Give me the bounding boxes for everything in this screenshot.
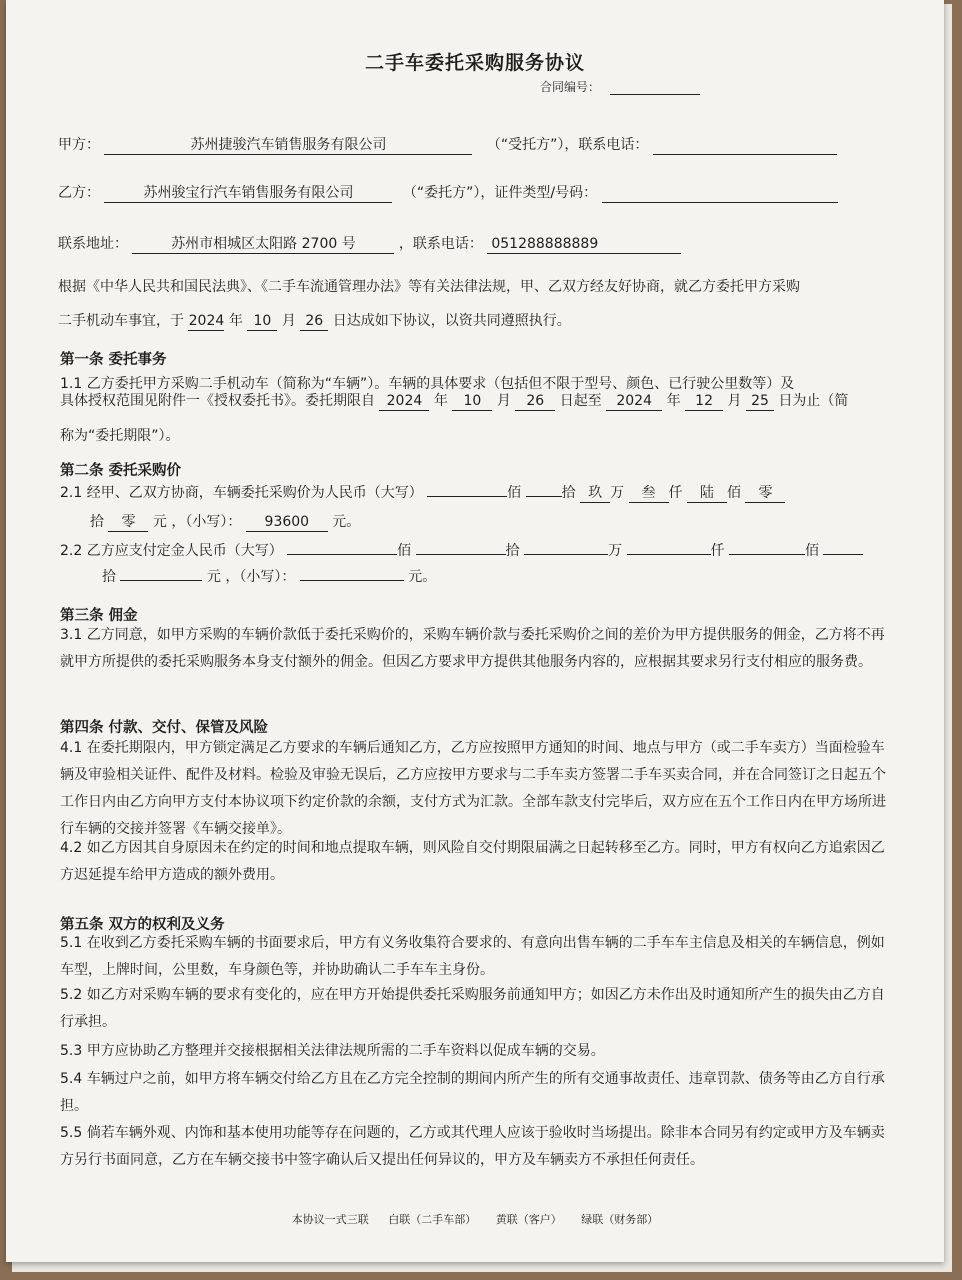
footer-white: 白联（二手车部） [388,1213,477,1226]
deposit-bai: 佰 [397,543,412,559]
address-value: 苏州市相城区太阳路 2700 号 [132,235,394,254]
party-a-line [58,134,837,155]
address-phone: 051288888889 [487,235,681,254]
article-5-1: 5.1 在收到乙方委托采购车辆的书面要求后，甲方有义务收集符合要求的、有意向出售车辆的二手车车主信息及相关的车辆信息，例如车型，上牌时间，公里数，车身颜色等，并协助确认二手车车主身份。 [60,935,885,978]
deposit-qian: 仟 [710,543,725,559]
term-end-yue: 月 [727,393,742,409]
deposit-wan-blank [524,554,608,555]
address-label: 联系地址： [58,236,128,252]
price-shi2-value: 零 [108,513,148,532]
article-5-5: 5.5 倘若车辆外观、内饰和基本使用功能等存在问题的，乙方或其代理人应该于验收时当场提出。除非本合同另有约定或甲方及车辆卖方另行书面同意，乙方在车辆交接书中签字确认后又提出任何异议的，甲方及车辆卖方不承担任何责任。 [60,1125,885,1168]
footer [6,1211,944,1227]
deposit-end: 元。 [408,569,437,585]
intro-nian: 年 [228,313,243,329]
footer-green: 绿联（财务部） [581,1213,659,1226]
term-text-b: 日起至 [559,393,602,409]
price-bai-value: 零 [745,484,785,503]
contract-number [540,78,700,95]
price-shi-blank [526,496,562,497]
article-5-heading: 第五条 双方的权利及义务 [60,917,225,933]
intro-year: 2024 [188,313,225,329]
footer-yellow: 黄联（客户） [495,1213,562,1226]
party-a-name: 苏州捷骏汽车销售服务有限公司 [104,136,472,155]
intro-line-1: 根据《中华人民共和国民法典》、《二手车流通管理办法》等有关法律法规，甲、乙双方经友好协商，就乙方委托甲方采购 [58,279,800,295]
party-b-line [58,182,838,203]
footer-copies: 本协议一式三联 [291,1213,369,1226]
article-2-heading: 第二条 委托采购价 [60,463,182,479]
article-1-1-line-2 [60,390,848,411]
deposit-shi2-blank [120,580,202,581]
term-start-month: 10 [452,392,492,411]
deposit-shi-2: 拾 [102,569,116,585]
party-b-role: （“委托方”），证件类型/号码： [402,185,598,201]
intro-month: 10 [247,312,277,331]
contract-number-blank [610,94,700,95]
party-a-role: （“受托方”），联系电话： [486,137,649,153]
term-text-a: 具体授权范围见附件一《授权委托书》。委托期限自 [60,393,375,409]
price-amount: 93600 [246,513,328,532]
deposit-qian-blank [627,554,711,555]
article-4-2: 4.2 如乙方因其自身原因未在约定的时间和地点提取车辆，则风险自交付期限届满之日起转移至乙方。同时，甲方有权向乙方追索因乙方迟延提车给甲方造成的额外费用。 [60,840,885,883]
article-1-heading: 第一条 委托事务 [60,352,167,368]
price-yuan: 元 [152,514,167,530]
article-1-1-line-3: 称为“委托期限”）。 [60,428,180,444]
article-4-1: 4.1 在委托期限内，甲方锁定满足乙方要求的车辆后通知乙方，乙方应按照甲方通知的时间、地点与甲方（或二手车卖方）当面检验车辆及审验相关证件、配件及材料。检验及审验无误后，乙方应按甲方要求与二手车卖方签署二手车买卖合同，并在合同签订之日起五个工作日内由乙方向甲方支付本协议项下约定价款的余额，支付方式为汇款。全部车款支付完毕后，双方应在五个工作日内在甲方场所进行车辆的交接并签署《车辆交接单》。 [60,740,886,837]
deposit-xiaoxie-label: ，（小写）： [225,569,296,585]
price-end: 元。 [332,514,361,530]
article-2-1-line-2 [90,511,360,532]
article-3-heading: 第三条 佣金 [60,608,138,624]
term-end-year: 2024 [606,392,662,411]
deposit-amount-blank [300,580,404,581]
price-shi-2: 拾 [90,514,104,530]
term-start-day: 26 [515,392,555,411]
term-start-nian: 年 [433,393,448,409]
intro-text-b: 日达成如下协议，以资共同遵照执行。 [332,313,571,329]
deposit-bai-blank [287,554,397,555]
term-text-c: 日为止（简 [778,393,849,409]
article-5-2: 5.2 如乙方对采购车辆的要求有变化的，应在甲方开始提供委托采购服务前通知甲方；如因乙方未作出及时通知所产生的损失由乙方自行承担。 [60,987,885,1030]
term-end-month: 12 [685,392,723,411]
party-b-id-blank [602,202,838,203]
price-xiaoxie-label: ，（小写）： [171,514,242,530]
price-bai-2: 佰 [726,485,741,501]
address-line [58,233,681,254]
intro-day: 26 [300,312,328,331]
article-4-heading: 第四条 付款、交付、保管及风险 [60,720,269,736]
deposit-tail-blank [823,554,863,555]
article-1-1-line-1: 1.1 乙方委托甲方采购二手机动车（简称为“车辆”）。车辆的具体要求（包括但不限于型号、颜色、已行驶公里数等）及 [60,376,795,392]
price-text-a: 2.1 经甲、乙双方协商，车辆委托采购价为人民币（大写） [60,485,423,501]
intro-text-a: 二手机动车事宜，于 [58,313,184,329]
price-wan-value: 叁 [629,484,669,503]
deposit-shi-blank [416,554,506,555]
party-a-phone-blank [653,154,837,155]
deposit-text-a: 2.2 乙方应支付定金人民币（大写） [60,543,283,559]
address-phone-label: ，联系电话： [398,236,483,252]
price-qian-value: 陆 [687,484,727,503]
term-end-nian: 年 [666,393,681,409]
article-5-3: 5.3 甲方应协助乙方整理并交接根据相关法律法规所需的二手车资料以促成车辆的交易。 [60,1043,605,1059]
article-2-2-line-1 [60,540,863,560]
deposit-yuan: 元 [206,569,221,585]
term-start-year: 2024 [379,392,429,411]
price-qian: 仟 [668,485,683,501]
term-start-yue: 月 [496,393,511,409]
deposit-bai-2: 佰 [804,543,819,559]
party-a-label: 甲方： [58,137,100,153]
price-bai: 佰 [507,485,522,501]
article-3-1: 3.1 乙方同意，如甲方采购的车辆价款低于委托采购价的，采购车辆价款与委托采购价之间的差价为甲方提供服务的佣金，乙方将不再就甲方所提供的委托采购服务本身支付额外的佣金。但因乙方要求甲方提供其他服务内容的，应根据其要求另行支付相应的服务费。 [60,627,885,670]
contract-number-label: 合同编号： [540,80,601,94]
document-title: 二手车委托采购服务协议 [364,52,585,74]
price-shi-value: 玖 [580,484,610,503]
party-b-label: 乙方： [58,185,100,201]
article-2-1-line-1 [60,482,785,503]
price-wan: 万 [610,485,625,501]
party-b-name: 苏州骏宝行汽车销售服务有限公司 [104,184,392,203]
deposit-wan: 万 [608,543,623,559]
intro-yue: 月 [281,313,296,329]
deposit-bai2-blank [729,554,805,555]
intro-line-2 [58,310,571,331]
article-5-4: 5.4 车辆过户之前，如甲方将车辆交付给乙方且在乙方完全控制的期间内所产生的所有交通事故责任、违章罚款、债务等由乙方自行承担。 [60,1071,885,1114]
term-end-day: 25 [746,392,774,411]
price-bai-blank [427,496,507,497]
price-shi: 拾 [561,485,576,501]
deposit-shi: 拾 [505,543,520,559]
article-2-2-line-2 [102,566,436,586]
contract-page [6,0,944,1262]
